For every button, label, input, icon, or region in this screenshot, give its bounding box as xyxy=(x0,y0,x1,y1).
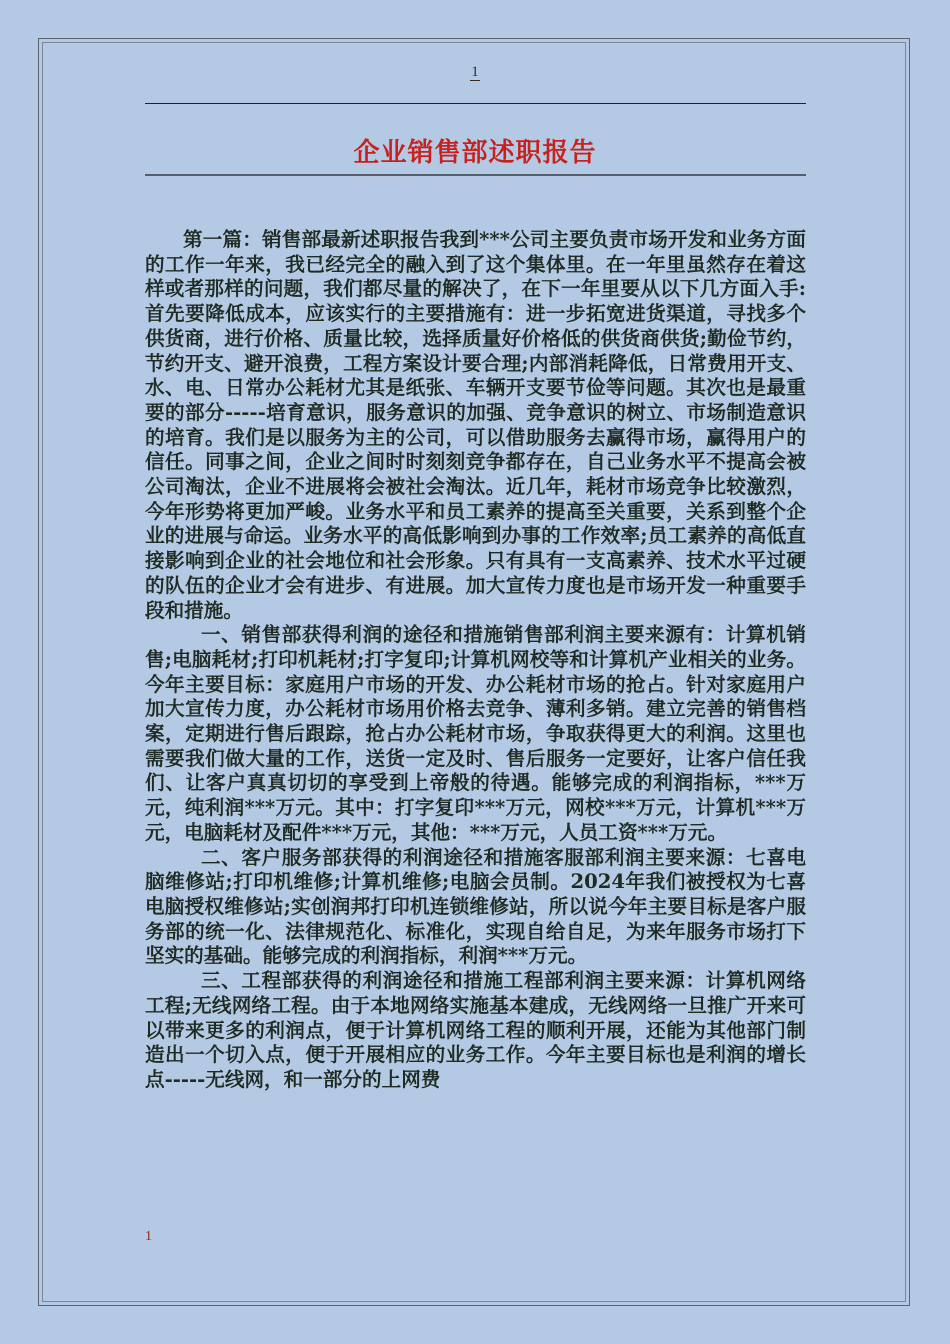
document-title: 企业销售部述职报告 xyxy=(353,138,597,168)
footer-page-number: 1 xyxy=(145,1229,152,1244)
paragraph-customer-service: 二、客户服务部获得的利润途径和措施客服部利润主要来源：七喜电脑维修站;打印机维修;计算机维修;电脑会员制。2024年我们被授权为七喜电脑授权维修站;实创润邦打印机连锁维修站，所以说今年主要目标是客户服务部的统一化、法律规范化、标准化，实现自给自足，为来年服务市场打下坚实的基础。能够完成的利润指标，利润***万元。 xyxy=(145,845,806,968)
document-body xyxy=(145,228,806,1093)
title-divider xyxy=(145,174,806,176)
header-page-number: 1 xyxy=(471,64,479,80)
paragraph-sales-dept: 一、销售部获得利润的途径和措施销售部利润主要来源有：计算机销售;电脑耗材;打印机耗材;打字复印;计算机网校等和计算机产业相关的业务。今年主要目标：家庭用户市场的开发、办公耗材市场的抢占。针对家庭用户加大宣传力度，办公耗材市场用价格去竞争、薄利多销。建立完善的销售档案，定期进行售后跟踪，抢占办公耗材市场，争取获得更大的利润。这里也需要我们做大量的工作，送货一定及时、售后服务一定要好，让客户信任我们、让客户真真切切的享受到上帝般的待遇。能够完成的利润指标，***万元，纯利润***万元。其中：打字复印***万元，网校***万元，计算机***万元，电脑耗材及配件***万元，其他：***万元，人员工资***万元。 xyxy=(145,623,806,844)
paragraph-intro: 第一篇：销售部最新述职报告我到***公司主要负责市场开发和业务方面的工作一年来，我已经完全的融入到了这个集体里。在一年里虽然存在着这样或者那样的问题，我们都尽量的解决了，在下一年里要从以下几方面入手:首先要降低成本，应该实行的主要措施有：进一步拓宽进货渠道，寻找多个供货商，进行价格、质量比较，选择质量好价格低的供货商供货;勤俭节约，节约开支、避开浪费，工程方案设计要合理;内部消耗降低，日常费用开支、水、电、日常办公耗材尤其是纸张、车辆开支要节俭等问题。其次也是最重要的部分-----培育意识，服务意识的加强、竞争意识的树立、市场制造意识的培育。我们是以服务为主的公司，可以借助服务去赢得市场，赢得用户的信任。同事之间，企业之间时时刻刻竞争都存在，自己业务水平不提高会被公司淘汰，企业不进展将会被社会淘汰。近几年，耗材市场竞争比较激烈，今年形势将更加严峻。业务水平和员工素养的提高至关重要，关系到整个企业的进展与命运。业务水平的高低影响到办事的工作效率;员工素养的高低直接影响到企业的社会地位和社会形象。只有具有一支高素养、技术水平过硬的队伍的企业才会有进步、有进展。加大宣传力度也是市场开发一种重要手段和措施。 xyxy=(145,228,806,622)
paragraph-engineering: 三、工程部获得的利润途径和措施工程部利润主要来源：计算机网络工程;无线网络工程。由于本地网络实施基本建成，无线网络一旦推广开来可以带来更多的利润点，便于计算机网络工程的顺利开展，还能为其他部门制造出一个切入点，便于开展相应的业务工作。今年主要目标也是利润的增长点-----无线网，和一部分的上网费 xyxy=(145,969,806,1091)
header-divider xyxy=(145,103,806,104)
